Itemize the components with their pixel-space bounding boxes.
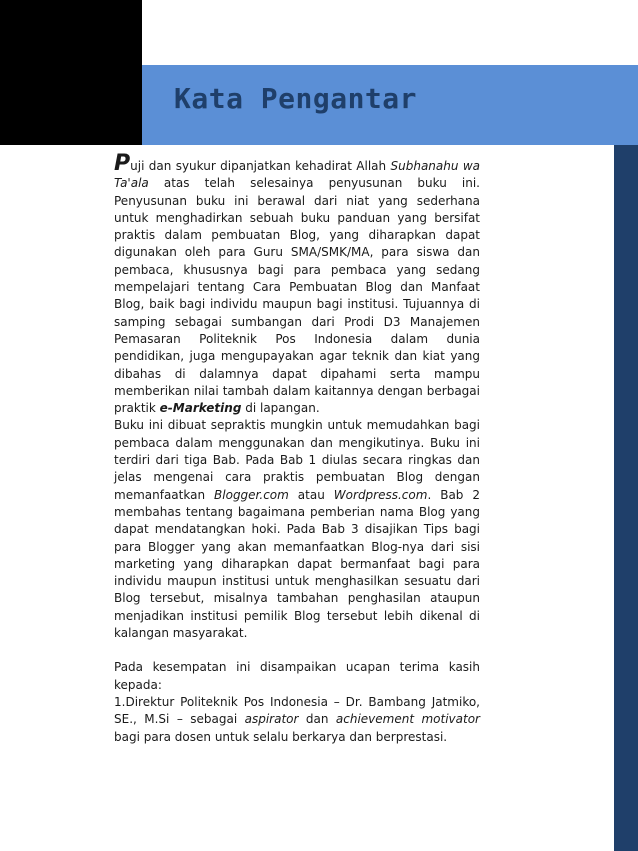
body-text bbox=[114, 151, 481, 746]
drop-cap: P bbox=[114, 151, 131, 176]
paragraph-thanks: Pada kesempatan ini disampaikan ucapan terima kasih kepada: bbox=[114, 660, 480, 692]
thanks-text-3: bagi para dosen untuk selalu berkarya dan berprestasi. bbox=[114, 729, 448, 744]
page-title: Kata Pengantar bbox=[174, 82, 418, 115]
paragraph-structure bbox=[114, 417, 480, 642]
thanks-text-1: 1.Direktur Politeknik Pos Indonesia – Dr. Bambang Jatmiko, SE., M.Si – sebagai bbox=[114, 694, 480, 727]
intro-text-1: uji dan syukur dipanjatkan kehadirat Allah bbox=[130, 159, 391, 173]
paragraph-intro bbox=[114, 151, 481, 417]
structure-italic-2: Wordpress.com bbox=[333, 487, 428, 502]
intro-text-3: di lapangan. bbox=[241, 401, 320, 416]
thanks-text-2: dan bbox=[298, 712, 336, 727]
structure-text-2: atau bbox=[288, 487, 334, 502]
intro-italic-2: e-Marketing bbox=[159, 401, 242, 416]
structure-text-3: . Bab 2 membahas tentang bagaimana pemberian nama Blog yang dapat mendatangkan hoki. Pada Bab 3 disajikan Tips bagi para Blogger yang akan memanfaatkan Blog-nya dari sisi marketing yang diharapkan dapat bermanfaat bagi para individu maupun institusi untuk menghasilkan sesuatu dari Blog tersebut, misalnya tambahan penghasilan ataupun menjadikan institusi pemilik Blog tersebut lebih dikenal di kalangan masyarakat. bbox=[114, 487, 481, 641]
header-black-block bbox=[0, 0, 142, 145]
thanks-italic-1: aspirator bbox=[244, 712, 299, 727]
right-side-bar bbox=[614, 145, 638, 851]
intro-italic-1: Subhanahu wa Ta'ala bbox=[114, 159, 481, 191]
structure-text-1: Buku ini dibuat sepraktis mungkin untuk memudahkan bagi pembaca dalam menggunakan dan mengikutinya. Buku ini terdiri dari tiga Bab. Pada Bab 1 diulas secara ringkas dan jelas mengenai cara praktis pembuatan Blog dengan memanfaatkan bbox=[114, 418, 480, 502]
intro-text-2: atas telah selesainya penyusunan buku ini. Penyusunan buku ini berawal dari niat yang sederhana untuk menghadirkan sebuah buku panduan yang bersifat praktis dalam pembuatan Blog, yang diharapkan dapat digunakan oleh para Guru SMA/SMK/MA, para siswa dan pembaca, khususnya bagi para pembaca yang sedang mempelajari tentang Cara Pembuatan Blog dan Manfaat Blog, baik bagi individu maupun bagi institusi. Tujuannya di samping sebagai sumbangan dari Prodi D3 Manajemen Pemasaran Politeknik Pos Indonesia dalam dunia pendidikan, juga mengupayakan agar teknik dan kiat yang dibahas di dalamnya dapat dipahami serta mampu memberikan nilai tambah dalam kaitannya dengan berbagai praktik bbox=[114, 176, 480, 416]
paragraph-thanks-item-1 bbox=[114, 694, 480, 746]
thanks-italic-2: achievement motivator bbox=[335, 712, 480, 727]
structure-italic-1: Blogger.com bbox=[214, 487, 289, 502]
